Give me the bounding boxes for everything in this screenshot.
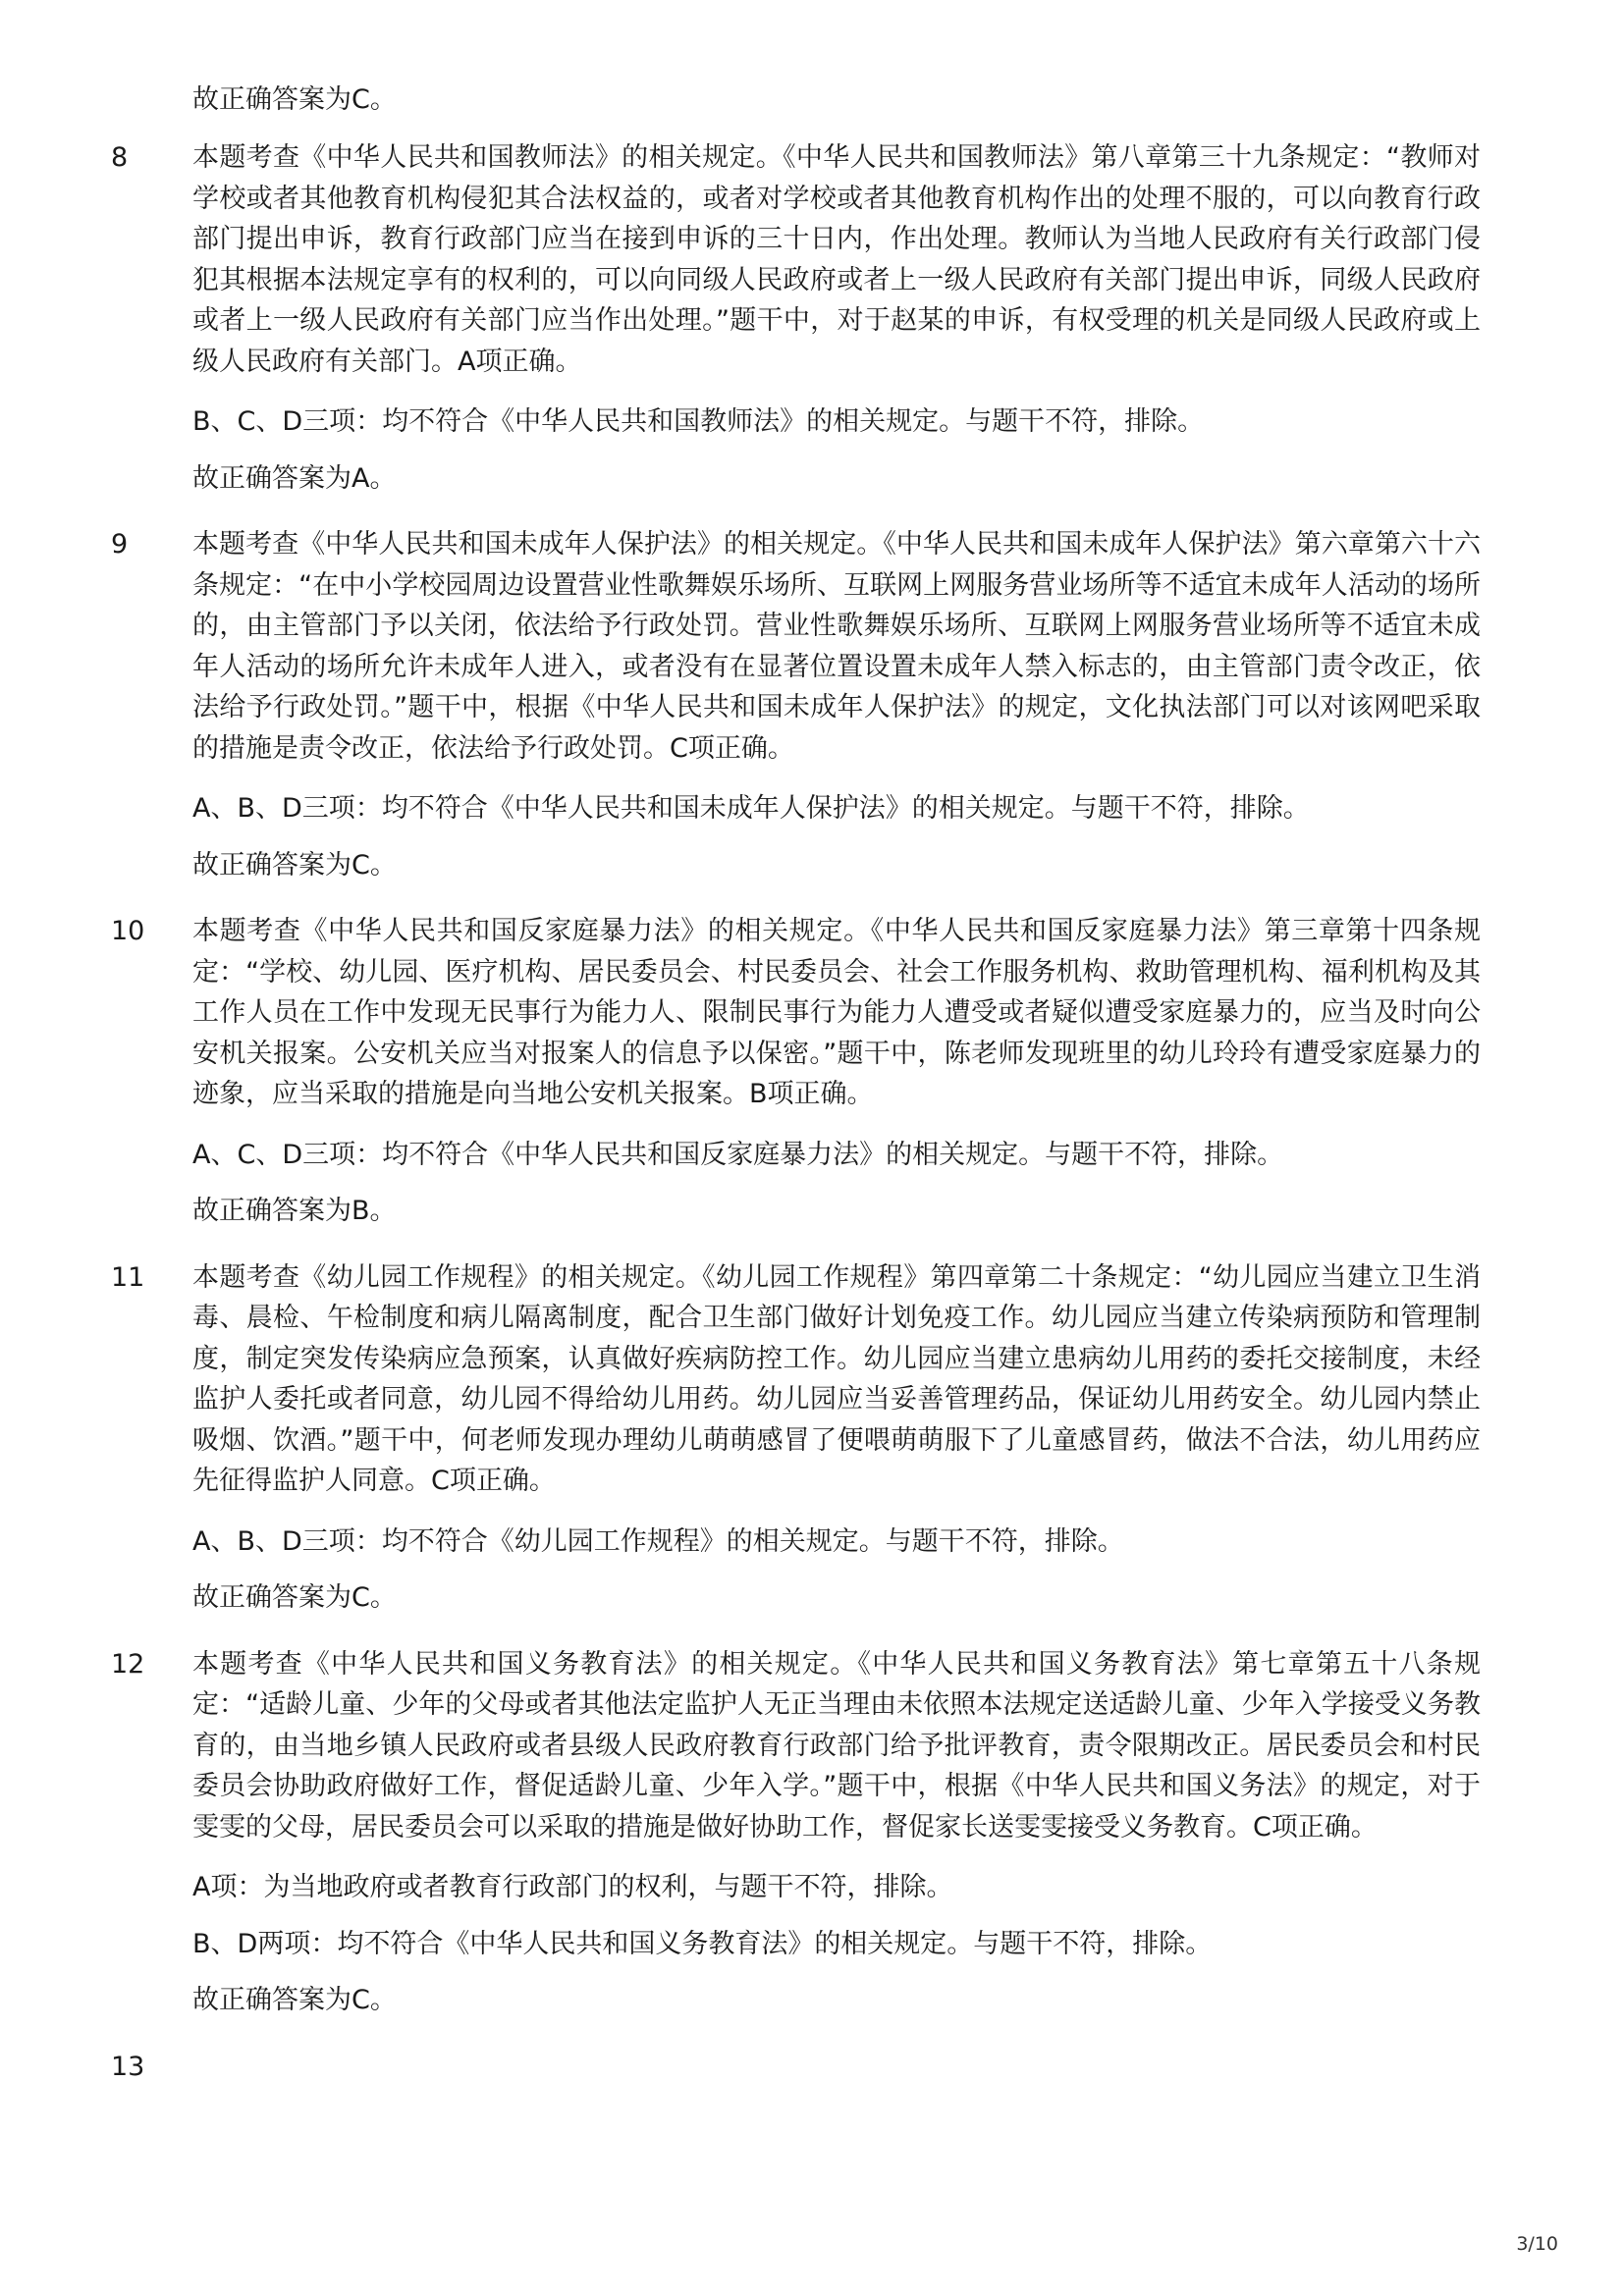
- item-number: 11: [111, 1261, 145, 1293]
- explanation-paragraph: 本题考查《中华人民共和国教师法》的相关规定。《中华人民共和国教师法》第八章第三十九条规定：“教师对学校或者其他教育机构侵犯其合法权益的，或者对学校或者其他教育机构作出的处理不服的，可以向教育行政部门提出申诉，教育行政部门应当在接到申诉的三十日内，作出处理。教师认为当地人民政府有关行政部门侵犯其根据本法规定享有的权利的，可以向同级人民政府或者上一级人民政府有关部门提出申诉，同级人民政府或者上一级人民政府有关部门应当作出处理。”题干中，对于赵某的申诉，有权受理的机关是同级人民政府或上级人民政府有关部门。A项正确。: [192, 142, 1481, 377]
- answer-item-10: [0, 911, 1623, 1232]
- exclusion-paragraph: A、B、D三项：均不符合《中华人民共和国未成年人保护法》的相关规定。与题干不符，排除。: [192, 793, 1310, 824]
- answer-conclusion: 故正确答案为C。: [192, 1985, 397, 2015]
- item-number: 9: [111, 529, 129, 560]
- answer-conclusion: 故正确答案为B。: [192, 1196, 397, 1226]
- option-a-paragraph: A项：为当地政府或者教育行政部门的权利，与题干不符，排除。: [192, 1872, 953, 1902]
- answer-item-8: [0, 137, 1623, 499]
- exclusion-paragraph: B、C、D三项：均不符合《中华人民共和国教师法》的相关规定。与题干不符，排除。: [192, 406, 1205, 437]
- answer-list: [0, 137, 1623, 2112]
- explanation-paragraph: 本题考查《中华人民共和国反家庭暴力法》的相关规定。《中华人民共和国反家庭暴力法》第三章第十四条规定：“学校、幼儿园、医疗机构、居民委员会、村民委员会、社会工作服务机构、救助管理机构、福利机构及其工作人员在工作中发现无民事行为能力人、限制民事行为能力人遭受或者疑似遭受家庭暴力的，应当及时向公安机关报案。公安机关应当对报案人的信息予以保密。”题干中，陈老师发现班里的幼儿玲玲有遭受家庭暴力的迹象，应当采取的措施是向当地公安机关报案。B项正确。: [192, 916, 1481, 1109]
- page-indicator: 3/10: [1516, 2233, 1558, 2255]
- answer-conclusion: 故正确答案为C。: [192, 1582, 397, 1613]
- item-number: 10: [111, 916, 145, 946]
- item-number: 8: [111, 142, 129, 173]
- answer-item-13: [0, 2047, 1623, 2088]
- answer-conclusion: 故正确答案为C。: [192, 849, 397, 881]
- answer-item-11: [0, 1257, 1623, 1619]
- exclusion-paragraph: A、B、D三项：均不符合《幼儿园工作规程》的相关规定。与题干不符，排除。: [192, 1525, 1124, 1557]
- exclusion-paragraph: B、D两项：均不符合《中华人民共和国义务教育法》的相关规定。与题干不符，排除。: [192, 1928, 1213, 1959]
- previous-answer-line: 故正确答案为C。: [192, 84, 397, 115]
- explanation-paragraph: 本题考查《中华人民共和国义务教育法》的相关规定。《中华人民共和国义务教育法》第七章第五十八条规定：“适龄儿童、少年的父母或者其他法定监护人无正当理由未依照本法规定送适龄儿童、少年入学接受义务教育的，由当地乡镇人民政府或者县级人民政府教育行政部门给予批评教育，责令限期改正。居民委员会和村民委员会协助政府做好工作，督促适龄儿童、少年入学。”题干中，根据《中华人民共和国义务法》的规定，对于雯雯的父母，居民委员会可以采取的措施是做好协助工作，督促家长送雯雯接受义务教育。C项正确。: [192, 1648, 1481, 1842]
- explanation-paragraph: 本题考查《中华人民共和国未成年人保护法》的相关规定。《中华人民共和国未成年人保护法》第六章第六十六条规定：“在中小学校园周边设置营业性歌舞娱乐场所、互联网上网服务营业场所等不适宜未成年人活动的场所的，由主管部门予以关闭，依法给予行政处罚。营业性歌舞娱乐场所、互联网上网服务营业场所等不适宜未成年人活动的场所允许未成年人进入，或者没有在显著位置设置未成年人禁入标志的，由主管部门责令改正，依法给予行政处罚。”题干中，根据《中华人民共和国未成年人保护法》的规定，文化执法部门可以对该网吧采取的措施是责令改正，依法给予行政处罚。C项正确。: [192, 529, 1481, 764]
- item-number: 13: [111, 2051, 145, 2082]
- answer-item-9: [0, 524, 1623, 885]
- explanation-paragraph: 本题考查《幼儿园工作规程》的相关规定。《幼儿园工作规程》第四章第二十条规定：“幼儿园应当建立卫生消毒、晨检、午检制度和病儿隔离制度，配合卫生部门做好计划免疫工作。幼儿园应当建立传染病预防和管理制度，制定突发传染病应急预案，认真做好疾病防控工作。幼儿园应当建立患病幼儿用药的委托交接制度，未经监护人委托或者同意，幼儿园不得给幼儿用药。幼儿园应当妥善管理药品，保证幼儿用药安全。幼儿园内禁止吸烟、饮酒。”题干中，何老师发现办理幼儿萌萌感冒了便喂萌萌服下了儿童感冒药，做法不合法，幼儿用药应先征得监护人同意。C项正确。: [192, 1261, 1481, 1496]
- answer-conclusion: 故正确答案为A。: [192, 462, 397, 494]
- item-number: 12: [111, 1648, 145, 1680]
- answer-item-12: [0, 1644, 1623, 2021]
- exclusion-paragraph: A、C、D三项：均不符合《中华人民共和国反家庭暴力法》的相关规定。与题干不符，排除。: [192, 1139, 1284, 1170]
- empty-paragraph: [192, 2047, 1481, 2088]
